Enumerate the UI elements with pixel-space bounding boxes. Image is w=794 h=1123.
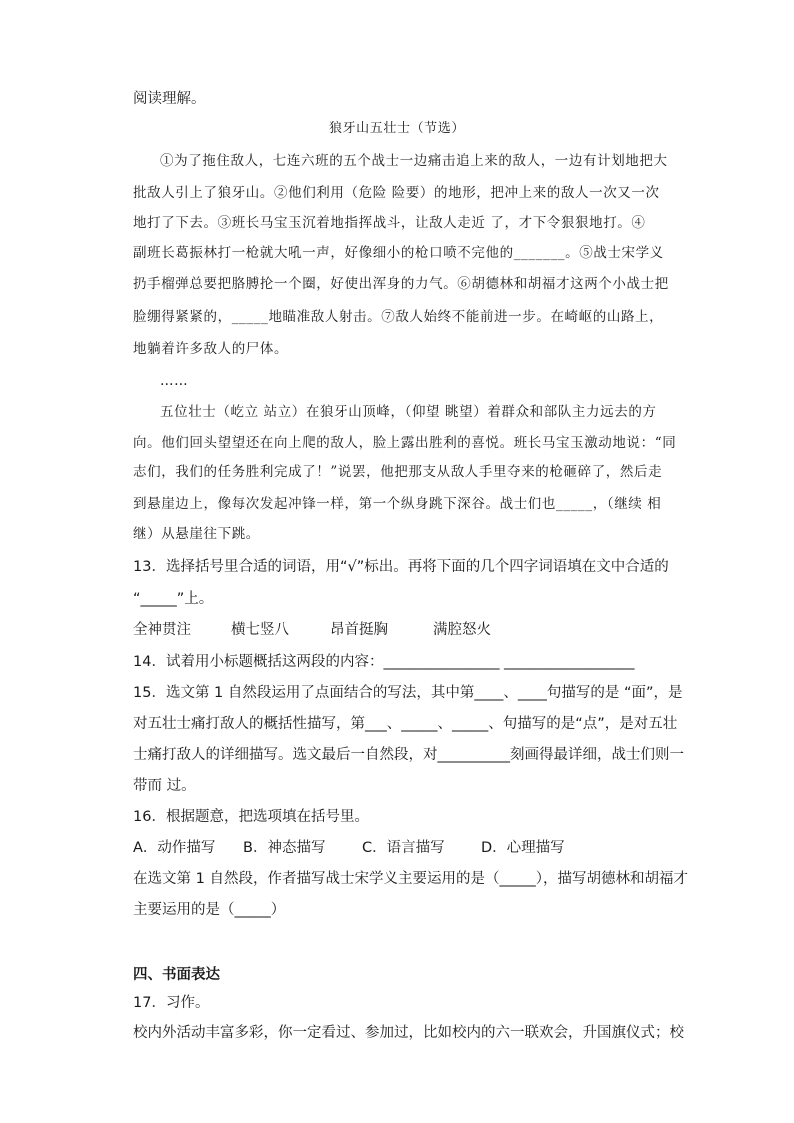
section-heading: 四、书面表达 <box>133 967 220 983</box>
passage-p1-line: 地躺着许多敌人的尸体。 <box>133 341 289 357</box>
question-16-body: 在选文第 1 自然段，作者描写战士宋学义主要运用的是（_____），描写胡德林和胡福才 <box>133 871 688 887</box>
option-a: A．动作描写 <box>133 840 216 856</box>
question-15-line: 对五壮士痛打敌人的概括性描写，第___、_____、_____、句描写的是“点”，是对五壮 <box>133 716 678 732</box>
option-c: C．语言描写 <box>362 840 445 856</box>
passage-p1-line: 脸绷得紧紧的，_____地瞄准敌人射击。⑦敌人始终不能前进一步。在崎岖的山路上， <box>133 309 664 325</box>
passage-p1-line: 副班长葛振林打一枪就大吼一声，好像细小的枪口喷不完他的_______。⑤战士宋学义 <box>133 245 664 261</box>
question-15-line: 15．选文第 1 自然段运用了点面结合的写法，其中第____、____句描写的是 “面”，是 <box>133 685 683 701</box>
word-option: 横七竖八 <box>231 622 289 638</box>
question-17-body: 校内外活动丰富多彩，你一定看过、参加过，比如校内的六一联欢会，升国旗仪式；校 <box>133 1025 684 1041</box>
passage-p1-line: 地打了下去。③班长马宝玉沉着地指挥战斗，让敌人走近 了，才下令狠狠地打。④ <box>133 215 646 231</box>
passage-p1-line: ①为了拖住敌人，七连六班的五个战士一边痛击追上来的敌人，一边有计划地把大 <box>160 153 668 169</box>
question-16-body: 主要运用的是（_____） <box>133 902 286 918</box>
passage-p2-line: 志们，我们的任务胜利完成了！”说罢，他把那支从敌人手里夺来的枪砸碎了，然后走 <box>133 464 663 480</box>
question-13-line: 13．选择括号里合适的词语，用“√”标出。再将下面的几个四字词语填在文中合适的 <box>133 559 669 575</box>
intro-label: 阅读理解。 <box>133 91 206 107</box>
passage-ellipsis: …… <box>160 373 189 389</box>
question-13-line: “_____”上。 <box>133 591 214 607</box>
question-15-line: 带而 过。 <box>133 778 196 794</box>
passage-title: 狼牙山五壮士（节选） <box>328 121 465 136</box>
option-d: D．心理描写 <box>481 840 565 856</box>
passage-p1-line: 批敌人引上了狼牙山。②他们利用（危险 险要）的地形，把冲上来的敌人一次又一次 <box>133 185 660 201</box>
passage-p2-line: 向。他们回头望望还在向上爬的敌人，脸上露出胜利的喜悦。班长马宝玉激动地说：“同 <box>133 435 677 451</box>
word-option: 全神贯注 <box>133 622 191 638</box>
passage-p2-line: 到悬崖边上，像每次发起冲锋一样，第一个纵身跳下深谷。战士们也_____，（继续 相 <box>133 496 662 512</box>
passage-p1-line: 扔手榴弹总要把胳膊抡一个圈，好使出浑身的力气。⑥胡德林和胡福才这两个小战士把 <box>133 276 669 292</box>
word-option: 满腔怒火 <box>433 622 491 638</box>
option-b: B．神态描写 <box>243 840 326 856</box>
word-option: 昂首挺胸 <box>330 622 388 638</box>
passage-p2-line: 继）从悬崖往下跳。 <box>133 526 260 542</box>
question-15-line: 士痛打敌人的详细描写。选文最后一自然段，对__________刻画得最详细，战士们则一 <box>133 747 684 763</box>
passage-p2-line: 五位壮士（屹立 站立）在狼牙山顶峰，（仰望 眺望）着群众和部队主力远去的方 <box>160 404 657 420</box>
question-16-stem: 16．根据题意，把选项填在括号里。 <box>133 809 369 825</box>
question-17: 17．习作。 <box>133 995 210 1011</box>
question-14: 14．试着用小标题概括这两段的内容：________________ __________________ <box>133 654 635 670</box>
